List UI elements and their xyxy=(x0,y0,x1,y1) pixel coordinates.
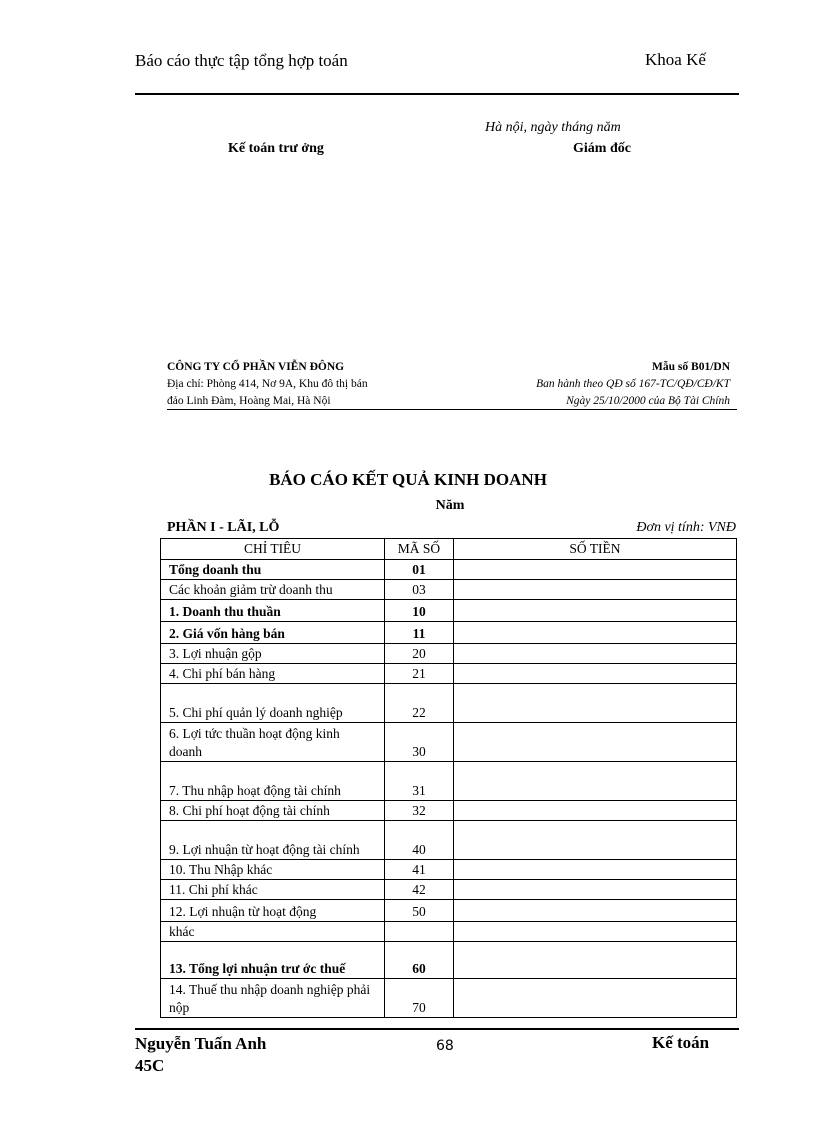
table-row xyxy=(161,762,737,801)
form-info-block xyxy=(430,359,730,410)
row-amount-cell xyxy=(454,664,737,684)
signature-date-line: Hà nội, ngày tháng năm xyxy=(485,120,621,135)
row-amount-cell xyxy=(454,801,737,821)
row-amount-cell xyxy=(454,600,737,622)
row-code-cell xyxy=(385,922,454,942)
column-header-indicator: CHỈ TIÊU xyxy=(161,539,385,560)
row-amount-cell xyxy=(454,723,737,762)
row-indicator-cell: 11. Chi phí khác xyxy=(161,880,385,900)
row-indicator-cell: 14. Thuế thu nhập doanh nghiệp phải nộp xyxy=(161,979,385,1018)
table-row xyxy=(161,860,737,880)
table-row xyxy=(161,979,737,1018)
company-address-line1: Địa chỉ: Phòng 414, Nơ 9A, Khu đô thị bán xyxy=(167,378,368,390)
row-code-cell: 60 xyxy=(385,942,454,979)
company-name: CÔNG TY CỔ PHẦN VIỄN ĐÔNG xyxy=(167,361,345,373)
row-indicator-cell: 5. Chi phí quản lý doanh nghiệp xyxy=(161,684,385,723)
form-decision: Ban hành theo QĐ số 167-TC/QĐ/CĐ/KT xyxy=(536,378,730,390)
table-row xyxy=(161,684,737,723)
footer-author: Nguyễn Tuấn Anh 45C xyxy=(135,1034,267,1075)
header-right-title: Khoa Kế xyxy=(645,50,706,69)
row-indicator-cell: 8. Chi phí hoạt động tài chính xyxy=(161,801,385,821)
row-amount-cell xyxy=(454,880,737,900)
row-code-cell: 40 xyxy=(385,821,454,860)
row-indicator-cell: Tổng doanh thu xyxy=(161,560,385,580)
row-amount-cell xyxy=(454,979,737,1018)
table-row xyxy=(161,600,737,622)
row-code-cell: 01 xyxy=(385,560,454,580)
company-rule xyxy=(167,409,737,410)
column-header-amount: SỐ TIỀN xyxy=(454,539,737,560)
column-header-code: MÃ SỐ xyxy=(385,539,454,560)
report-year-label: Năm xyxy=(435,498,465,513)
footer-rule xyxy=(135,1028,739,1030)
table-row xyxy=(161,664,737,684)
table-row xyxy=(161,922,737,942)
income-statement-table xyxy=(160,538,737,1018)
table-row xyxy=(161,580,737,600)
row-indicator-cell: 4. Chi phí bán hàng xyxy=(161,664,385,684)
row-amount-cell xyxy=(454,560,737,580)
row-code-cell: 21 xyxy=(385,664,454,684)
chief-accountant-title: Kế toán trư ởng xyxy=(228,141,324,156)
table-row xyxy=(161,723,737,762)
row-code-cell: 20 xyxy=(385,644,454,664)
table-row xyxy=(161,644,737,664)
row-code-cell: 03 xyxy=(385,580,454,600)
director-title: Giám đốc xyxy=(573,141,631,156)
row-amount-cell xyxy=(454,821,737,860)
row-indicator-cell: 7. Thu nhập hoạt động tài chính xyxy=(161,762,385,801)
table-row xyxy=(161,880,737,900)
row-amount-cell xyxy=(454,942,737,979)
table-row xyxy=(161,560,737,580)
row-code-cell: 41 xyxy=(385,860,454,880)
row-code-cell: 50 xyxy=(385,900,454,922)
report-part-label: PHẦN I - LÃI, LỖ xyxy=(167,520,280,535)
report-title: BÁO CÁO KẾT QUẢ KINH DOANH xyxy=(269,470,547,489)
table-row xyxy=(161,801,737,821)
row-code-cell: 22 xyxy=(385,684,454,723)
row-code-cell: 70 xyxy=(385,979,454,1018)
row-indicator-cell: 3. Lợi nhuận gộp xyxy=(161,644,385,664)
page-number: 68 xyxy=(436,1038,454,1054)
row-indicator-cell: 6. Lợi tức thuần hoạt động kinh doanh xyxy=(161,723,385,762)
row-indicator-cell: 2. Giá vốn hàng bán xyxy=(161,622,385,644)
row-code-cell: 11 xyxy=(385,622,454,644)
row-amount-cell xyxy=(454,622,737,644)
header-rule xyxy=(135,93,739,95)
row-code-cell: 31 xyxy=(385,762,454,801)
row-indicator-cell: 1. Doanh thu thuần xyxy=(161,600,385,622)
table-body xyxy=(161,560,737,1018)
row-amount-cell xyxy=(454,922,737,942)
row-indicator-cell: Các khoản giảm trừ doanh thu xyxy=(161,580,385,600)
row-amount-cell xyxy=(454,860,737,880)
form-code: Mẫu số B01/DN xyxy=(652,361,730,373)
row-amount-cell xyxy=(454,644,737,664)
row-code-cell: 42 xyxy=(385,880,454,900)
table-row xyxy=(161,622,737,644)
row-indicator-cell: 9. Lợi nhuận từ hoạt động tài chính xyxy=(161,821,385,860)
table-header-row xyxy=(161,539,737,560)
table-row xyxy=(161,942,737,979)
row-indicator-cell: 13. Tổng lợi nhuận trư ớc thuế xyxy=(161,942,385,979)
row-indicator-cell: 10. Thu Nhập khác xyxy=(161,860,385,880)
table-row xyxy=(161,821,737,860)
company-block xyxy=(167,359,427,410)
form-date: Ngày 25/10/2000 của Bộ Tài Chính xyxy=(566,395,730,407)
company-address-line2: đảo Linh Đàm, Hoàng Mai, Hà Nội xyxy=(167,395,331,407)
footer-right-title: Kế toán xyxy=(652,1033,710,1052)
row-code-cell: 30 xyxy=(385,723,454,762)
row-code-cell: 32 xyxy=(385,801,454,821)
row-amount-cell xyxy=(454,762,737,801)
row-indicator-cell: khác xyxy=(161,922,385,942)
row-indicator-cell: 12. Lợi nhuận từ hoạt động xyxy=(161,900,385,922)
report-unit-label: Đơn vị tính: VNĐ xyxy=(636,520,736,535)
header-left-title: Báo cáo thực tập tổng hợp toán xyxy=(135,51,348,70)
row-amount-cell xyxy=(454,684,737,723)
row-code-cell: 10 xyxy=(385,600,454,622)
table-row xyxy=(161,900,737,922)
row-amount-cell xyxy=(454,900,737,922)
row-amount-cell xyxy=(454,580,737,600)
